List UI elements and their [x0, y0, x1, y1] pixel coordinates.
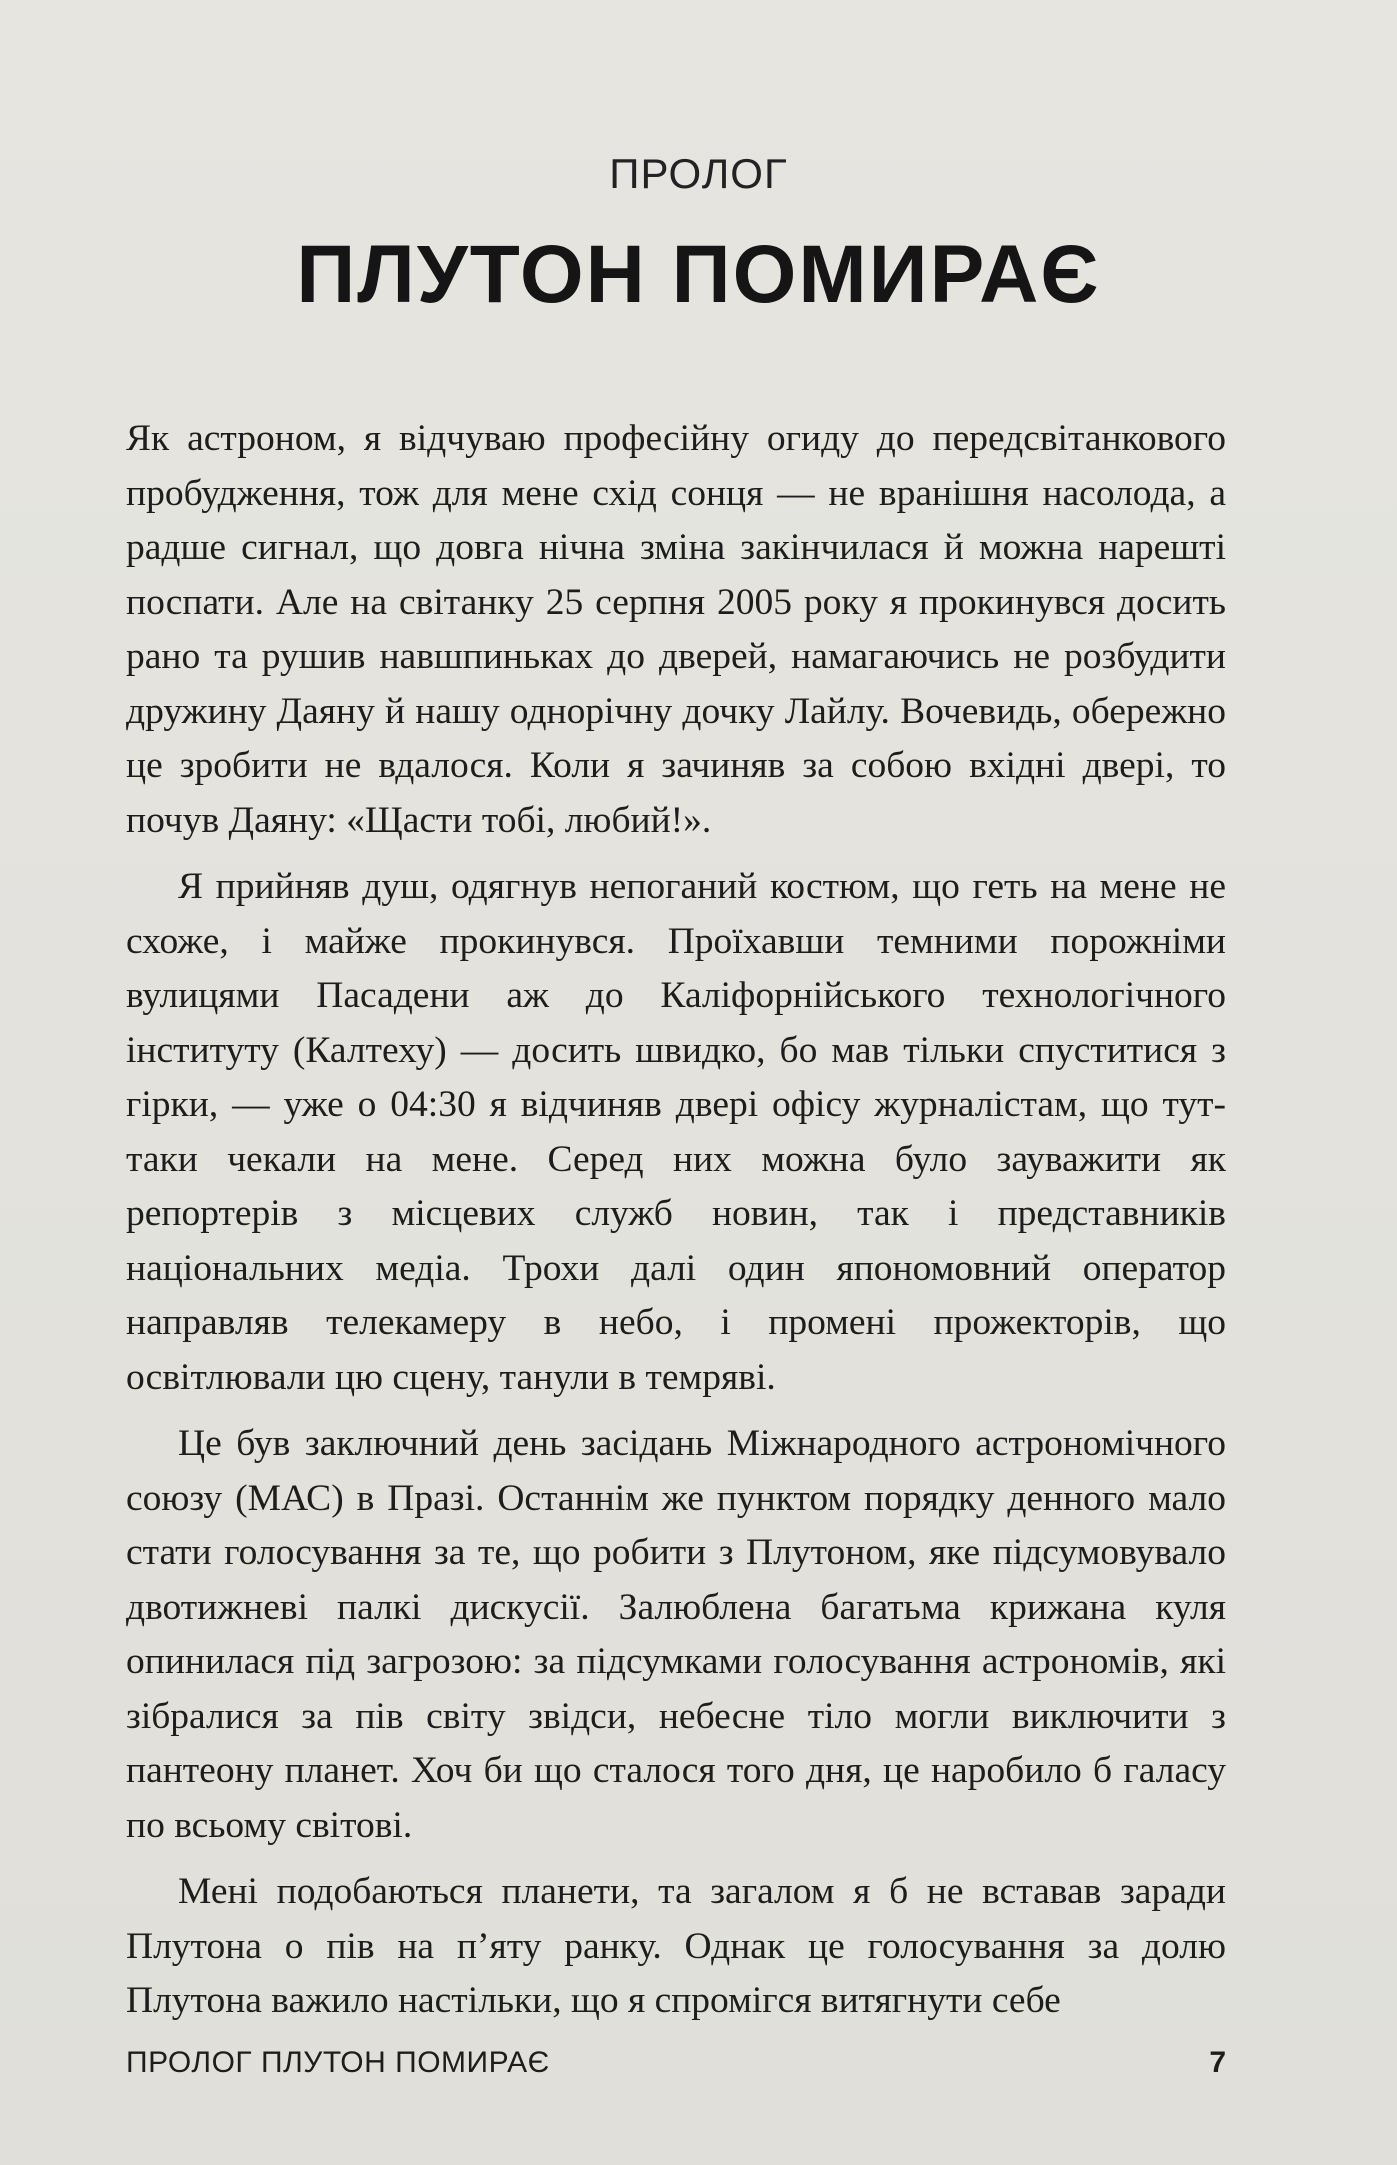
chapter-title: ПЛУТОН ПОМИРАЄ — [296, 229, 1101, 320]
paragraph-2: Я прийняв душ, одягнув непоганий костюм, що геть на мене не схоже, і майже прокинувся. Проїхавши темними порожніми вулицями Пасадени аж до Каліфорнійського технологічного інституту (Калтеху) — досить швидко, бо мав тільки спуститися з гірки, — уже о 04:30 я відчиняв двері офісу журналістам, що тут-таки чекали на мене. Серед них можна було зауважити як репортерів з місцевих служб новин, так і представників національних медіа. Трохи далі один япономовний оператор направляв телекамеру в небо, і промені прожекторів, що освітлювали цю сцену, танули в темряві. — [126, 866, 1226, 1398]
body-text — [126, 412, 1226, 2041]
paragraph-3: Це був заключний день засідань Міжнародного астрономічного союзу (МАС) в Празі. Останнім же пунктом порядку денного мало стати голосування за те, що робити з Плутоном, яке підсумовувало двотижневі палкі дискусії. Залюблена багатьма крижана куля опинилася під загрозою: за підсумками голосування астрономів, які зібралися за пів світу звідси, небесне тіло могли виключити з пантеону планет. Хоч би що сталося того дня, це наробило б галасу по всьому світові. — [126, 1423, 1226, 1846]
paragraph-4: Мені подобаються планети, та загалом я б не вставав заради Плутона о пів на п’яту ранку. Однак це голосування за долю Плутона важило настільки, що я спромігся витягнути себе — [126, 1871, 1226, 2021]
chapter-kicker: ПРОЛОГ — [609, 150, 788, 197]
paragraph-1: Як астроном, я відчуваю професійну огиду до передсвітанкового пробудження, тож для мене схід сонця — не вранішня насолода, а радше сигнал, що довга нічна зміна закінчилася й можна нарешті поспати. Але на світанку 25 серпня 2005 року я прокинувся досить рано та рушив навшпиньках до дверей, намагаючись не розбудити дружину Даяну й нашу однорічну дочку Лайлу. Вочевидь, обережно це зробити не вдалося. Коли я зачиняв за собою вхідні двері, то почув Даяну: «Щасти тобі, любий!». — [126, 418, 1226, 841]
page-number: 7 — [1209, 2046, 1226, 2079]
running-title: ПРОЛОГ ПЛУТОН ПОМИРАЄ — [126, 2046, 550, 2079]
